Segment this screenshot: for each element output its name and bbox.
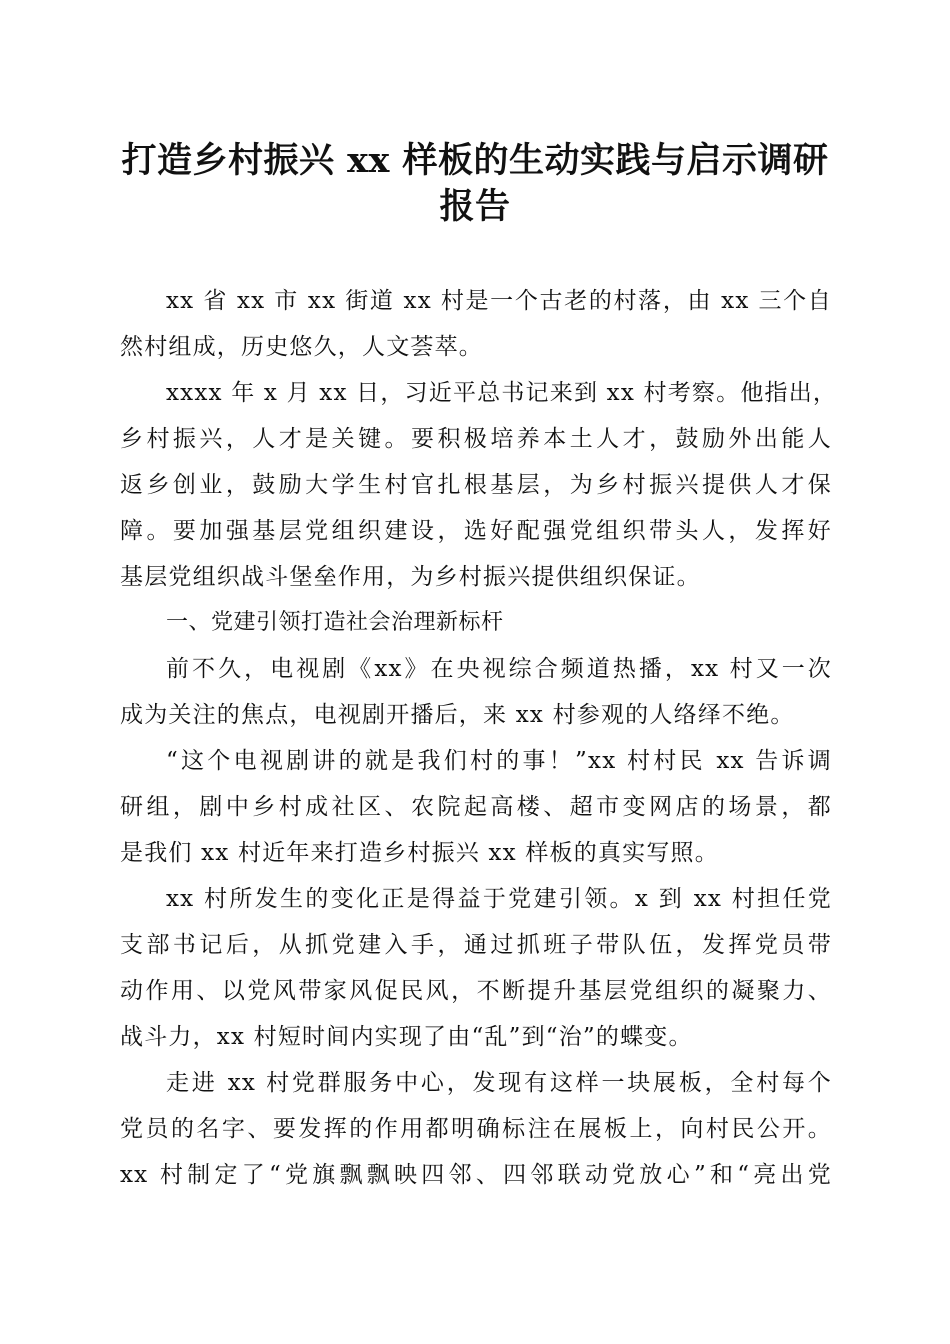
paragraph-line: 障。要加强基层党组织建设，选好配强党组织带头人，发挥好	[120, 518, 832, 544]
document-title	[110, 138, 840, 230]
paragraph-line: 是我们 xx 村近年来打造乡村振兴 xx 样板的真实写照。	[120, 840, 719, 866]
paragraph	[120, 370, 838, 600]
paragraph	[120, 646, 832, 738]
paragraph-line: 返乡创业，鼓励大学生村官扎根基层，为乡村振兴提供人才保	[120, 472, 832, 498]
paragraph	[120, 1060, 832, 1198]
paragraph-line: xx 村所发生的变化正是得益于党建引领。x 到 xx 村担任党	[166, 886, 832, 912]
paragraph-line: xx 省 xx 市 xx 街道 xx 村是一个古老的村落，由 xx 三个自	[166, 288, 832, 314]
paragraph-line: 动作用、以党风带家风促民风，不断提升基层党组织的凝聚力、	[120, 978, 832, 1004]
paragraph-line: xxxx 年 x 月 xx 日，习近平总书记来到 xx 村考察。他指出，	[166, 380, 838, 406]
paragraph-line: 走进 xx 村党群服务中心，发现有这样一块展板，全村每个	[166, 1070, 832, 1096]
paragraph-line: 乡村振兴，人才是关键。要积极培养本土人才，鼓励外出能人	[120, 426, 832, 452]
section-heading: 一、党建引领打造社会治理新标杆	[166, 610, 504, 635]
paragraph-line: 战斗力，xx 村短时间内实现了由“乱”到“治”的蝶变。	[120, 1024, 693, 1050]
paragraph	[120, 738, 832, 876]
paragraph-line: “这个电视剧讲的就是我们村的事！”xx 村村民 xx 告诉调	[166, 748, 832, 774]
title-line-2: 报告	[439, 186, 511, 227]
paragraph-line: 支部书记后，从抓党建入手，通过抓班子带队伍，发挥党员带	[120, 932, 832, 958]
paragraph	[120, 876, 832, 1060]
paragraph-line: 成为关注的焦点，电视剧开播后，来 xx 村参观的人络绎不绝。	[120, 702, 795, 728]
document-body	[120, 278, 838, 1198]
paragraph-line: xx 村制定了“党旗飘飘映四邻、四邻联动党放心”和“亮出党	[120, 1162, 832, 1188]
paragraph-line: 研组，剧中乡村成社区、农院起高楼、超市变网店的场景，都	[120, 794, 832, 820]
paragraph-line: 前不久，电视剧《xx》在央视综合频道热播，xx 村又一次	[166, 656, 832, 682]
paragraph-line: 党员的名字、要发挥的作用都明确标注在展板上，向村民公开。	[120, 1116, 832, 1142]
paragraph	[120, 278, 832, 370]
paragraph-line: 基层党组织战斗堡垒作用，为乡村振兴提供组织保证。	[120, 564, 701, 590]
paragraph-line: 然村组成，历史悠久，人文荟萃。	[120, 334, 483, 360]
title-line-1: 打造乡村振兴 xx 样板的生动实践与启示调研	[121, 140, 829, 181]
